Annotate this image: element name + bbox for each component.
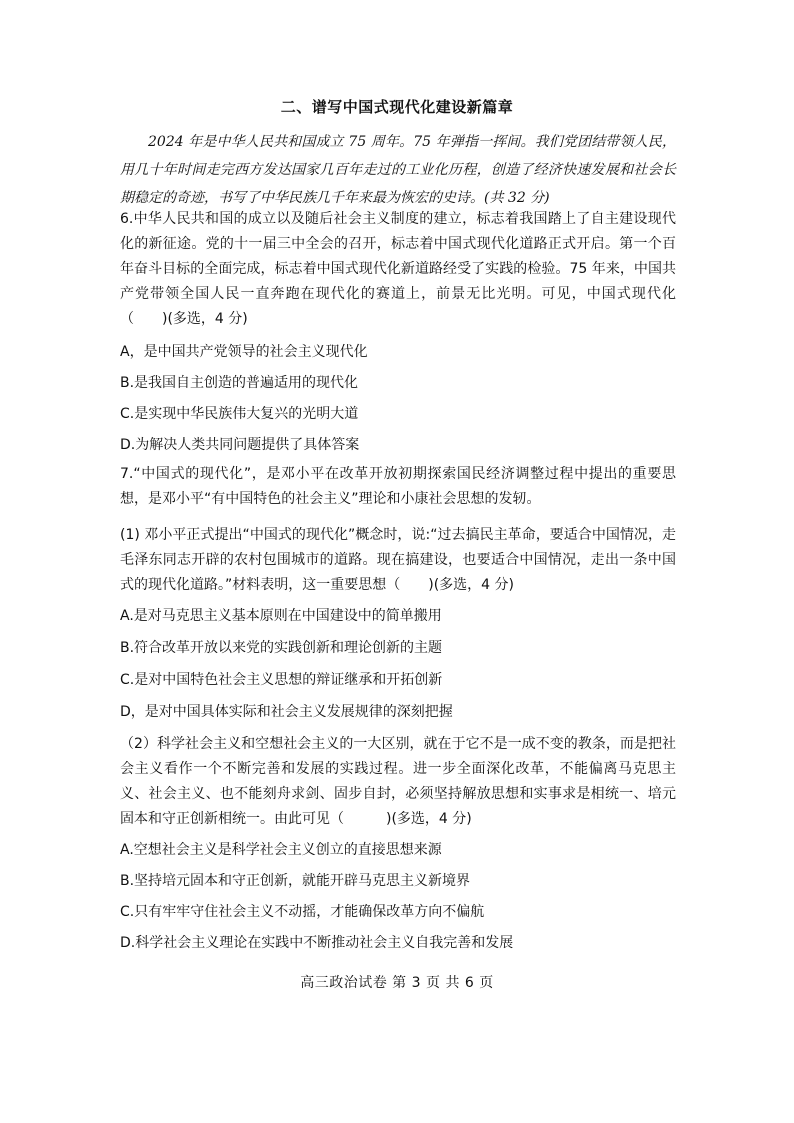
section-intro: 2024 年是中华人民共和国成立 75 周年。75 年弹指一挥间。我们党团结带领人民，用几十年时间走完西方发达国家几百年走过的工业化历程，创造了经济快速发展和社会长期稳定的奇迹，书写了中华民族几千年来最为恢宏的史诗。(共 32 分) xyxy=(120,134,676,206)
section-title: 二、谱写中国式现代化建设新篇章 xyxy=(280,98,514,116)
question-7-2-option-c: C.只有牢牢守住社会主义不动摇，才能确保改革方向不偏航 xyxy=(120,904,485,920)
question-7-1-option-c: C.是对中国特色社会主义思想的辩证继承和开拓创新 xyxy=(120,672,443,688)
page-footer: 高三政治试卷 第 3 页 共 6 页 xyxy=(300,975,494,991)
question-6-option-a: A，是中国共产党领导的社会主义现代化 xyxy=(120,344,368,360)
question-6-option-c: C.是实现中华民族伟大复兴的光明大道 xyxy=(120,406,359,422)
question-7-2-option-d: D.科学社会主义理论在实践中不断推动社会主义自我完善和发展 xyxy=(120,935,514,951)
question-7-stem: 7.“中国式的现代化”，是邓小平在改革开放初期探索国民经济调整过程中提出的重要思想，是邓小平“有中国特色的社会主义”理论和小康社会思想的发轫。 xyxy=(120,466,676,507)
question-6-option-d: D.为解决人类共同问题提供了具体答案 xyxy=(120,437,360,453)
question-6-stem: 6.中华人民共和国的成立以及随后社会主义制度的建立，标志着我国踏上了自主建设现代化的新征途。党的十一届三中全会的召开，标志着中国式现代化道路正式开启。第一个百年奋斗目标的全面完成，标志着中国式现代化新道路经受了实践的检验。75 年来，中国共产党带领全国人民一直奔跑在现代化的赛道上，前景无比光明。可见，中国式现代化（ )(多选，4 分) xyxy=(120,211,676,327)
question-7-2-option-b: B.坚持培元固本和守正创新，就能开辟马克思主义新境界 xyxy=(120,873,471,889)
question-7-1-stem: (1) 邓小平正式提出“中国式的现代化”概念时，说:“过去搞民主革命，要适合中国情况，走毛泽东同志开辟的农村包围城市的道路。现在搞建设，也要适合中国情况，走出一条中国式的现代化道路。”材料表明，这一重要思想（ )(多选，4 分) xyxy=(120,527,676,593)
question-7-1-option-a: A.是对马克思主义基本原则在中国建设中的简单搬用 xyxy=(120,608,442,624)
question-7-1-option-d: D，是对中国具体实际和社会主义发展规律的深刻把握 xyxy=(120,704,453,720)
question-7-2-option-a: A.空想社会主义是科学社会主义创立的直接思想来源 xyxy=(120,842,442,858)
question-6-option-b: B.是我国自主创造的普遍适用的现代化 xyxy=(120,375,359,391)
question-7-2-stem: （2）科学社会主义和空想社会主义的一大区别，就在于它不是一成不变的教条，而是把社会主义看作一个不断完善和发展的实践过程。进一步全面深化改革，不能偏离马克思主义、社会主义、也不能刻舟求剑、固步自封，必须坚持解放思想和实事求是相统一、培元固本和守正创新相统一。由此可见（ )(多选，4 分) xyxy=(120,736,676,827)
question-7-1-option-b: B.符合改革开放以来党的实践创新和理论创新的主题 xyxy=(120,640,443,656)
